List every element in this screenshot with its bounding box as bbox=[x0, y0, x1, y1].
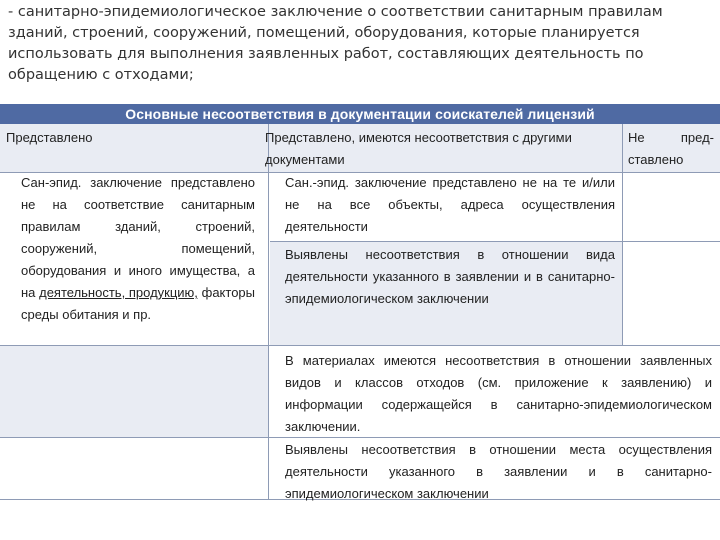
wide-cell-location: Выявлены несоответствия в отношении места осуществления деятельности указанного в заявлении и в санитарно-эпидемиологическом заключении bbox=[285, 442, 712, 501]
row-band-left-lower bbox=[0, 345, 268, 437]
header-not-presented: Не пред-ставлено bbox=[628, 130, 714, 167]
grid-line bbox=[268, 124, 269, 499]
header-presented-with-mismatch: Представлено, имеются несоответствия с другими документами bbox=[265, 130, 572, 167]
wide-cell-waste-classes: В материалах имеются несоответствия в отношении заявленных видов и классов отходов (см. приложение к заявлению) и информации содержащейся в санитарно-эпидемиологическом заключении. bbox=[285, 353, 712, 434]
mid-cell-activity-type: Выявлены несоответствия в отношении вида деятельности указанного в заявлении и в санитарно-эпидемиологическом заключении bbox=[285, 247, 615, 306]
table-title: Основные несоответствия в документации соискателей лицензий bbox=[0, 104, 720, 124]
underlined-fragment: деятельность, продукцию, bbox=[39, 285, 198, 300]
grid-line bbox=[0, 345, 720, 346]
grid-line bbox=[270, 241, 720, 242]
left-cell-conclusion: Сан-эпид. заключение представлено не на соответствие санитарным правилам зданий, строений, сооружений, помещений, оборудования и иного имущества, а на деятельность, продукцию, факторы среды обитания и пр. bbox=[21, 175, 255, 322]
grid-line bbox=[622, 124, 623, 345]
intro-paragraph: - санитарно-эпидемиологическое заключение о соответствии санитарным правилам зданий, строений, сооружений, помещений, оборудования, которые планируется использовать для выполнения заявленных работ, составляющих деятельность по обращению с отходами; bbox=[8, 4, 663, 83]
mid-cell-objects: Сан.-эпид. заключение представлено не на те и/или не на все объекты, адреса осуществления деятельности bbox=[285, 175, 615, 234]
header-presented: Представлено bbox=[6, 130, 93, 145]
